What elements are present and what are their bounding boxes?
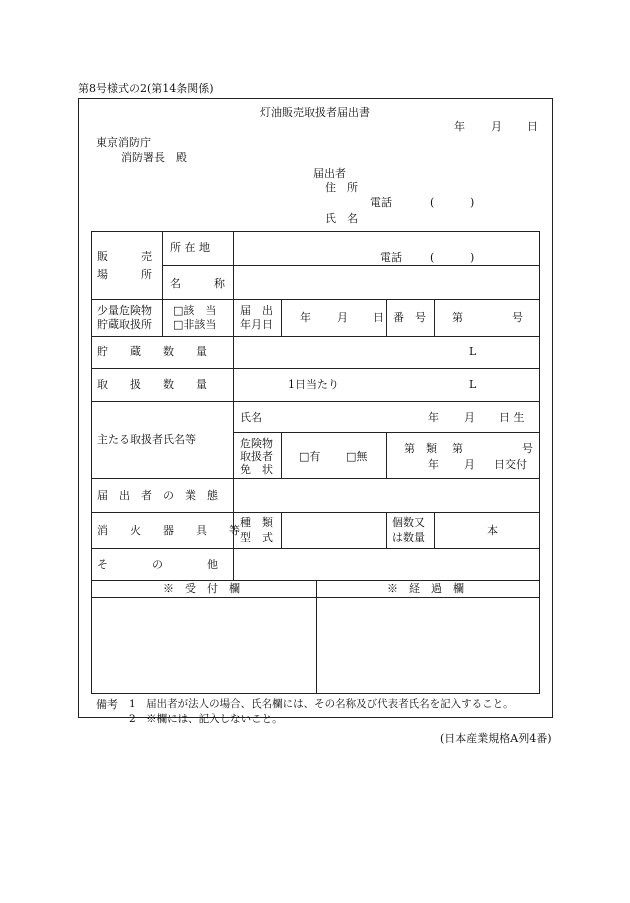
report-date-label-2: 年月日 (240, 318, 273, 331)
applicant-name-label: 氏 名 (325, 212, 358, 225)
addressee-office: 東京消防庁 (96, 136, 151, 149)
store-phone-paren-close: ) (470, 251, 475, 264)
date-year: 年 (454, 120, 465, 133)
addressee-chief: 消防署長 殿 (121, 151, 187, 164)
license-label-1: 危険物 (240, 437, 273, 450)
license-class-label: 第 類 (404, 442, 437, 455)
date-day: 日 (527, 120, 538, 133)
license-none-checkbox[interactable]: □無 (346, 450, 368, 463)
note-item-2: 2 ※欄には、記入しないこと。 (129, 713, 283, 725)
extinguisher-count-label-2: は数量 (392, 531, 425, 544)
applicant-phone-label: 電話 (370, 196, 392, 209)
number-suffix: 号 (512, 311, 523, 324)
progress-header: ※ 経 過 欄 (387, 582, 464, 595)
business-label: 届 出 者 の 業 態 (97, 489, 218, 502)
handling-per-day: 1日当たり (288, 378, 339, 391)
other-label: そ の 他 (97, 558, 218, 571)
store-label-2: 場 所 (97, 268, 152, 281)
license-number-suffix: 号 (522, 442, 533, 455)
issue-day: 日交付 (494, 458, 527, 471)
applicant-phone-paren-close: ) (470, 196, 475, 209)
handling-label: 取 扱 数 量 (97, 378, 207, 391)
handler-name-label: 氏名 (240, 411, 262, 424)
form-number: 第8号様式の2(第14条関係) (78, 82, 214, 95)
birth-month: 月 (464, 411, 475, 424)
paper-size: (日本産業規格A列4番) (440, 732, 552, 745)
store-location-label: 所 在 地 (170, 241, 210, 254)
number-prefix: 第 (452, 311, 463, 324)
issue-month: 月 (464, 458, 475, 471)
applicant-phone-paren-open: ( (430, 196, 435, 209)
store-label-1: 販 売 (97, 250, 152, 263)
store-phone-paren-open: ( (430, 251, 435, 264)
applicable-checkbox[interactable]: □該 当 (173, 304, 217, 317)
form-title: 灯油販売取扱者届出書 (260, 106, 370, 119)
store-name-label: 名 称 (170, 277, 225, 290)
report-year: 年 (300, 311, 311, 324)
license-label-3: 免 状 (240, 463, 273, 476)
report-month: 月 (337, 311, 348, 324)
storage-unit: L (469, 345, 477, 358)
report-date-label-1: 届 出 (240, 304, 273, 317)
not-applicable-checkbox[interactable]: □非該当 (173, 318, 217, 331)
birth-day: 日 生 (499, 411, 525, 424)
extinguisher-unit: 本 (487, 524, 498, 537)
number-label: 番 号 (393, 311, 426, 324)
reception-header: ※ 受 付 欄 (163, 582, 240, 595)
extinguisher-type-label-2: 型 式 (240, 531, 273, 544)
extinguisher-label: 消 火 器 具 等 (97, 524, 240, 537)
report-day: 日 (373, 311, 384, 324)
extinguisher-count-label-1: 個数又 (392, 516, 425, 529)
store-phone-label: 電話 (380, 251, 402, 264)
applicant-label: 届出者 (313, 167, 346, 180)
extinguisher-type-label-1: 種 類 (240, 516, 273, 529)
birth-year: 年 (428, 411, 439, 424)
small-qty-label-2: 貯蔵取扱所 (97, 318, 152, 331)
notes-label: 備考 (96, 698, 118, 711)
license-label-2: 取扱者 (240, 450, 273, 463)
storage-label: 貯 蔵 数 量 (97, 345, 207, 358)
main-handler-label: 主たる取扱者氏名等 (97, 433, 196, 446)
license-number-prefix: 第 (452, 442, 463, 455)
handling-unit: L (469, 378, 477, 391)
small-qty-label-1: 少量危険物 (97, 304, 152, 317)
license-has-checkbox[interactable]: □有 (299, 450, 321, 463)
note-item-1: 1 届出者が法人の場合、氏名欄には、その名称及び代表者氏名を記入すること。 (129, 698, 514, 710)
applicant-address-label: 住 所 (325, 181, 358, 194)
issue-year: 年 (428, 458, 439, 471)
date-month: 月 (491, 120, 502, 133)
